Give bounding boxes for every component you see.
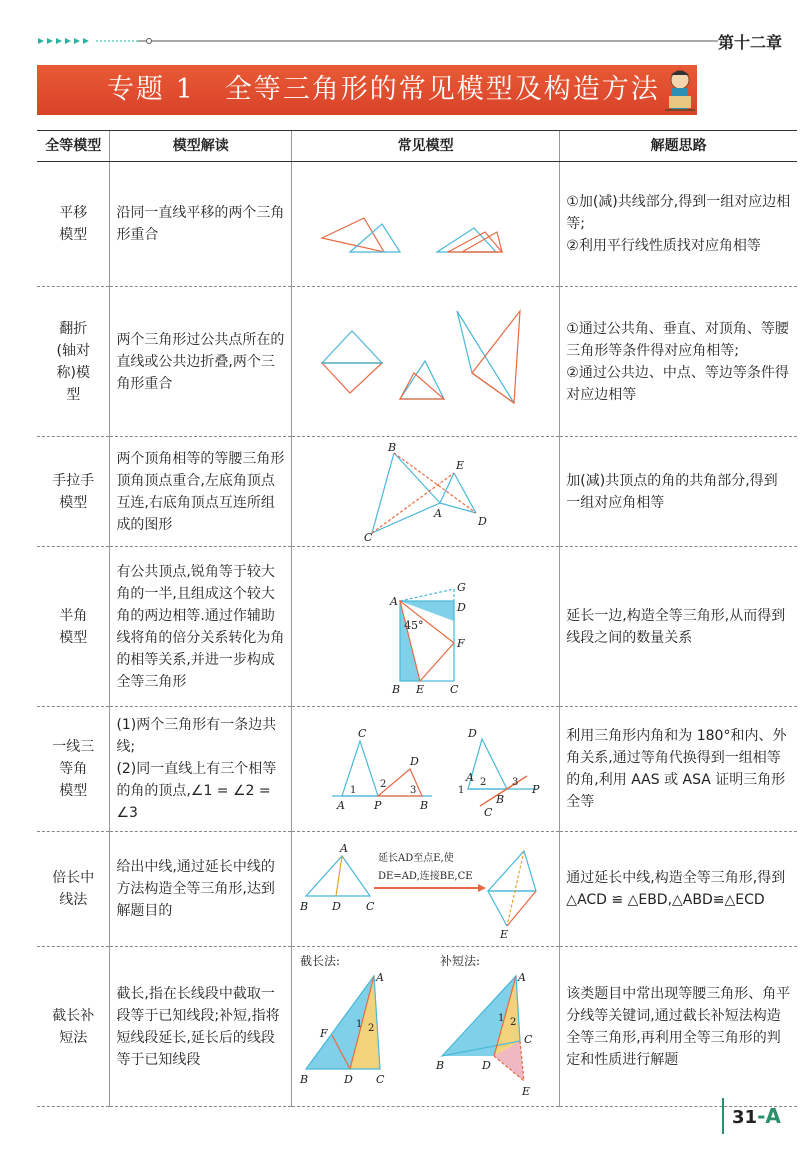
mascot-icon: [655, 66, 705, 116]
label-G: G: [457, 580, 466, 594]
chapter-label: 第十二章: [717, 33, 782, 52]
header-decor-line: [38, 36, 718, 46]
model-idea: 该类题目中常出现等腰三角形、角平分线等关键词,通过截长补短法构造全等三角形,再利用全等三角形的判定和性质进行解题: [560, 947, 797, 1107]
cut-title: 截长法:: [300, 953, 341, 968]
header-desc: 模型解读: [110, 131, 292, 162]
table-row: [37, 437, 797, 547]
label-A: A: [466, 770, 474, 784]
angle-2: 2: [380, 778, 387, 790]
model-desc: 沿同一直线平移的两个三角形重合: [110, 162, 292, 287]
model-idea: 延长一边,构造全等三角形,从而得到线段之间的数量关系: [560, 547, 797, 707]
model-name: 截长补 短法: [37, 947, 110, 1107]
model-idea: 加(减)共顶点的角的共角部分,得到一组对应角相等: [560, 437, 797, 547]
model-idea: 通过延长中线,构造全等三角形,得到 △ACD ≌ △EBD,△ABD≌△ECD: [560, 832, 797, 947]
model-desc: 两个三角形过公共点所在的直线或公共边折叠,两个三角形重合: [110, 287, 292, 437]
label-E: E: [500, 927, 509, 941]
model-name: 半角 模型: [37, 547, 110, 707]
label-C: C: [366, 899, 375, 913]
model-desc: 有公共顶点,锐角等于较大角的一半,且组成这个较大角的两边相等.通过作辅助线将角的倍分关系转化为角的相等关系,并进一步构成全等三角形: [110, 547, 292, 707]
table-row: [37, 547, 797, 707]
label-E: E: [456, 458, 465, 472]
table-row: [37, 947, 797, 1107]
page-number-value: 31: [732, 1107, 758, 1128]
model-idea: 利用三角形内角和为 180°和内、外角关系,通过等角代换得到一组相等的角,利用 AAS 或 ASA 证明三角形全等: [560, 707, 797, 832]
header-figure: 常见模型: [292, 131, 560, 162]
label-B: B: [496, 792, 505, 806]
label-B: B: [392, 682, 401, 696]
topic-number: 专题 1: [107, 74, 195, 105]
model-desc: 两个顶角相等的等腰三角形顶角顶点重合,左底角顶点互连,右底角顶点互连所组成的图形: [110, 437, 292, 547]
angle-2: 2: [368, 1022, 375, 1034]
table-row: [37, 832, 797, 947]
median-doubling-figure: [292, 832, 560, 947]
label-A: A: [434, 506, 442, 520]
label-A: A: [518, 970, 526, 984]
label-F: F: [320, 1026, 328, 1040]
label-A: A: [390, 594, 398, 608]
angle-1: 1: [498, 1012, 505, 1024]
label-B: B: [436, 1058, 445, 1072]
label-B: B: [300, 899, 309, 913]
label-A: A: [376, 970, 384, 984]
label-P: P: [374, 798, 382, 812]
half-angle-figure: [292, 547, 560, 707]
label-B: B: [300, 1072, 309, 1086]
label-D: D: [468, 726, 477, 740]
angle-1: 1: [356, 1018, 363, 1030]
label-45: 45°: [404, 618, 424, 632]
angle-3: 3: [410, 784, 417, 796]
model-name: 一线三 等角 模型: [37, 707, 110, 832]
label-A: A: [340, 841, 348, 855]
cut-extend-figure: [292, 947, 560, 1107]
label-D: D: [482, 1058, 491, 1072]
label-C: C: [450, 682, 459, 696]
median-note-line2: DE=AD,连接BE,CE: [378, 870, 473, 882]
model-name: 手拉手 模型: [37, 437, 110, 547]
topic-banner: [37, 65, 697, 115]
label-E: E: [416, 682, 425, 696]
page-number: [722, 1098, 788, 1134]
label-C: C: [358, 726, 367, 740]
label-P: P: [532, 782, 540, 796]
model-table: [37, 130, 797, 1107]
model-name: 翻折 (轴对 称)模 型: [37, 287, 110, 437]
label-D: D: [478, 514, 487, 528]
model-idea: ①加(减)共线部分,得到一组对应边相等; ②利用平行线性质找对应角相等: [560, 162, 797, 287]
angle-1: 1: [458, 784, 465, 796]
label-C: C: [364, 530, 373, 543]
model-desc: 截长,指在长线段中截取一段等于已知线段;补短,指将短线段延长,延长后的线段等于已知线段: [110, 947, 292, 1107]
table-row: [37, 287, 797, 437]
angle-2: 2: [510, 1016, 517, 1028]
header-model: 全等模型: [37, 131, 110, 162]
table-header-row: [37, 131, 797, 162]
table-row: [37, 707, 797, 832]
label-C: C: [484, 805, 493, 819]
model-idea: ①通过公共角、垂直、对顶角、等腰三角形等条件得对应角相等; ②通过公共边、中点、等边等条件得对应边相等: [560, 287, 797, 437]
table-row: [37, 162, 797, 287]
page-badge-icon: -A: [757, 1104, 781, 1128]
label-D: D: [332, 899, 341, 913]
extend-title: 补短法:: [440, 953, 481, 968]
fold-figure: [292, 287, 560, 437]
angle-3: 3: [512, 776, 519, 788]
hand-in-hand-figure: [292, 437, 560, 547]
median-note-line1: 延长AD至点E,使: [378, 852, 454, 864]
label-D: D: [410, 754, 419, 768]
label-D: D: [344, 1072, 353, 1086]
label-B: B: [388, 440, 397, 454]
label-F: F: [457, 636, 465, 650]
angle-2: 2: [480, 776, 487, 788]
model-desc: 给出中线,通过延长中线的方法构造全等三角形,达到解题目的: [110, 832, 292, 947]
model-name: 平移 模型: [37, 162, 110, 287]
label-C: C: [376, 1072, 385, 1086]
translation-figure: [292, 162, 560, 287]
angle-1: 1: [350, 784, 357, 796]
model-name: 倍长中 线法: [37, 832, 110, 947]
label-A: A: [337, 798, 345, 812]
model-desc: (1)两个三角形有一条边共线; (2)同一直线上有三个相等的角的顶点,∠1 = ∠2 = ∠3: [110, 707, 292, 832]
label-E: E: [522, 1084, 531, 1098]
topic-title: 全等三角形的常见模型及构造方法: [224, 74, 660, 105]
label-D: D: [457, 600, 466, 614]
label-B: B: [420, 798, 429, 812]
header-idea: 解题思路: [560, 131, 797, 162]
label-C: C: [524, 1032, 533, 1046]
one-line-three-angles-figure: [292, 707, 560, 832]
